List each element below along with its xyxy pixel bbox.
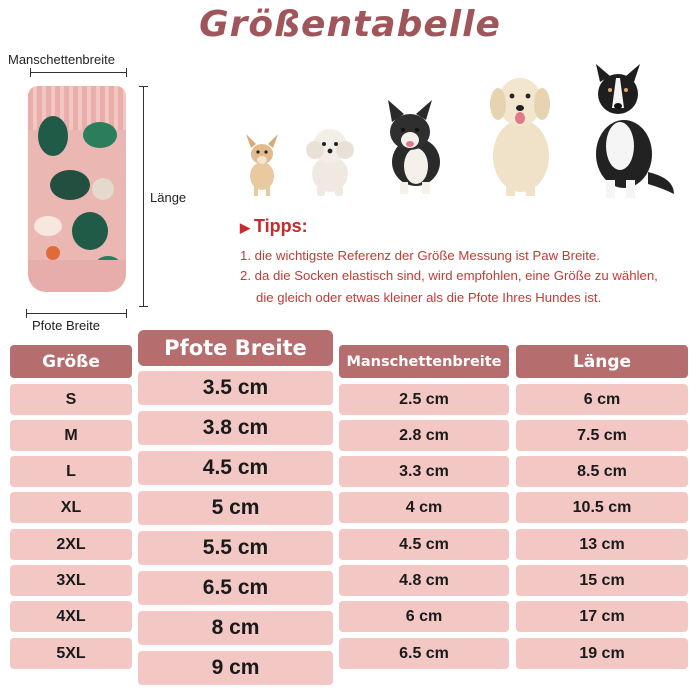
cell-length: 17 cm [516,601,688,632]
cell-size: S [10,384,132,415]
labrador-image [476,68,566,196]
cell-paw-width: 5 cm [138,491,333,525]
cell-paw-width: 5.5 cm [138,531,333,565]
cell-size: XL [10,492,132,523]
poodle-image [303,122,357,196]
header-length: Länge [516,345,688,378]
tip-line-3: die gleich oder etwas kleiner als die Pfote Ihres Hundes ist. [256,290,602,305]
cell-length: 6 cm [516,384,688,415]
cell-paw-width: 6.5 cm [138,571,333,605]
cell-size: 4XL [10,601,132,632]
cell-paw-width: 3.8 cm [138,411,333,445]
cell-length: 7.5 cm [516,420,688,451]
header-cuff-width: Manschettenbreite [339,345,509,378]
cell-cuff-width: 4 cm [339,492,509,523]
cell-length: 13 cm [516,529,688,560]
page-title: Größentabelle [199,4,501,45]
cell-length: 15 cm [516,565,688,596]
cell-cuff-width: 4.8 cm [339,565,509,596]
paw-width-line [26,313,126,314]
cell-cuff-width: 4.5 cm [339,529,509,560]
header-paw-width: Pfote Breite [138,330,333,366]
cell-cuff-width: 6.5 cm [339,638,509,669]
header-size: Größe [10,345,132,378]
cell-length: 10.5 cm [516,492,688,523]
cell-size: L [10,456,132,487]
triangle-bullet-icon: ▶ [240,220,250,235]
cuff-width-label: Manschettenbreite [8,52,115,67]
cell-paw-width: 9 cm [138,651,333,685]
length-line [143,86,144,306]
cell-length: 19 cm [516,638,688,669]
sock-image [28,86,126,292]
border-collie-image [578,62,678,198]
cell-paw-width: 3.5 cm [138,371,333,405]
corgi-image [378,100,452,196]
chihuahua-image [242,134,282,196]
cell-size: 5XL [10,638,132,669]
cell-cuff-width: 6 cm [339,601,509,632]
cell-cuff-width: 2.8 cm [339,420,509,451]
cell-cuff-width: 2.5 cm [339,384,509,415]
tips-heading: ▶ Tipps: [240,216,308,236]
length-label: Länge [150,190,187,205]
cell-size: 3XL [10,565,132,596]
cell-paw-width: 8 cm [138,611,333,645]
cuff-width-line [30,72,126,73]
paw-width-label: Pfote Breite [32,318,100,333]
cell-paw-width: 4.5 cm [138,451,333,485]
cell-size: 2XL [10,529,132,560]
cell-cuff-width: 3.3 cm [339,456,509,487]
cell-length: 8.5 cm [516,456,688,487]
cell-size: M [10,420,132,451]
tip-line-1: 1. die wichtigste Referenz der Größe Messung ist Paw Breite. [240,248,600,263]
tip-line-2: 2. da die Socken elastisch sind, wird empfohlen, eine Größe zu wählen, [240,268,658,283]
